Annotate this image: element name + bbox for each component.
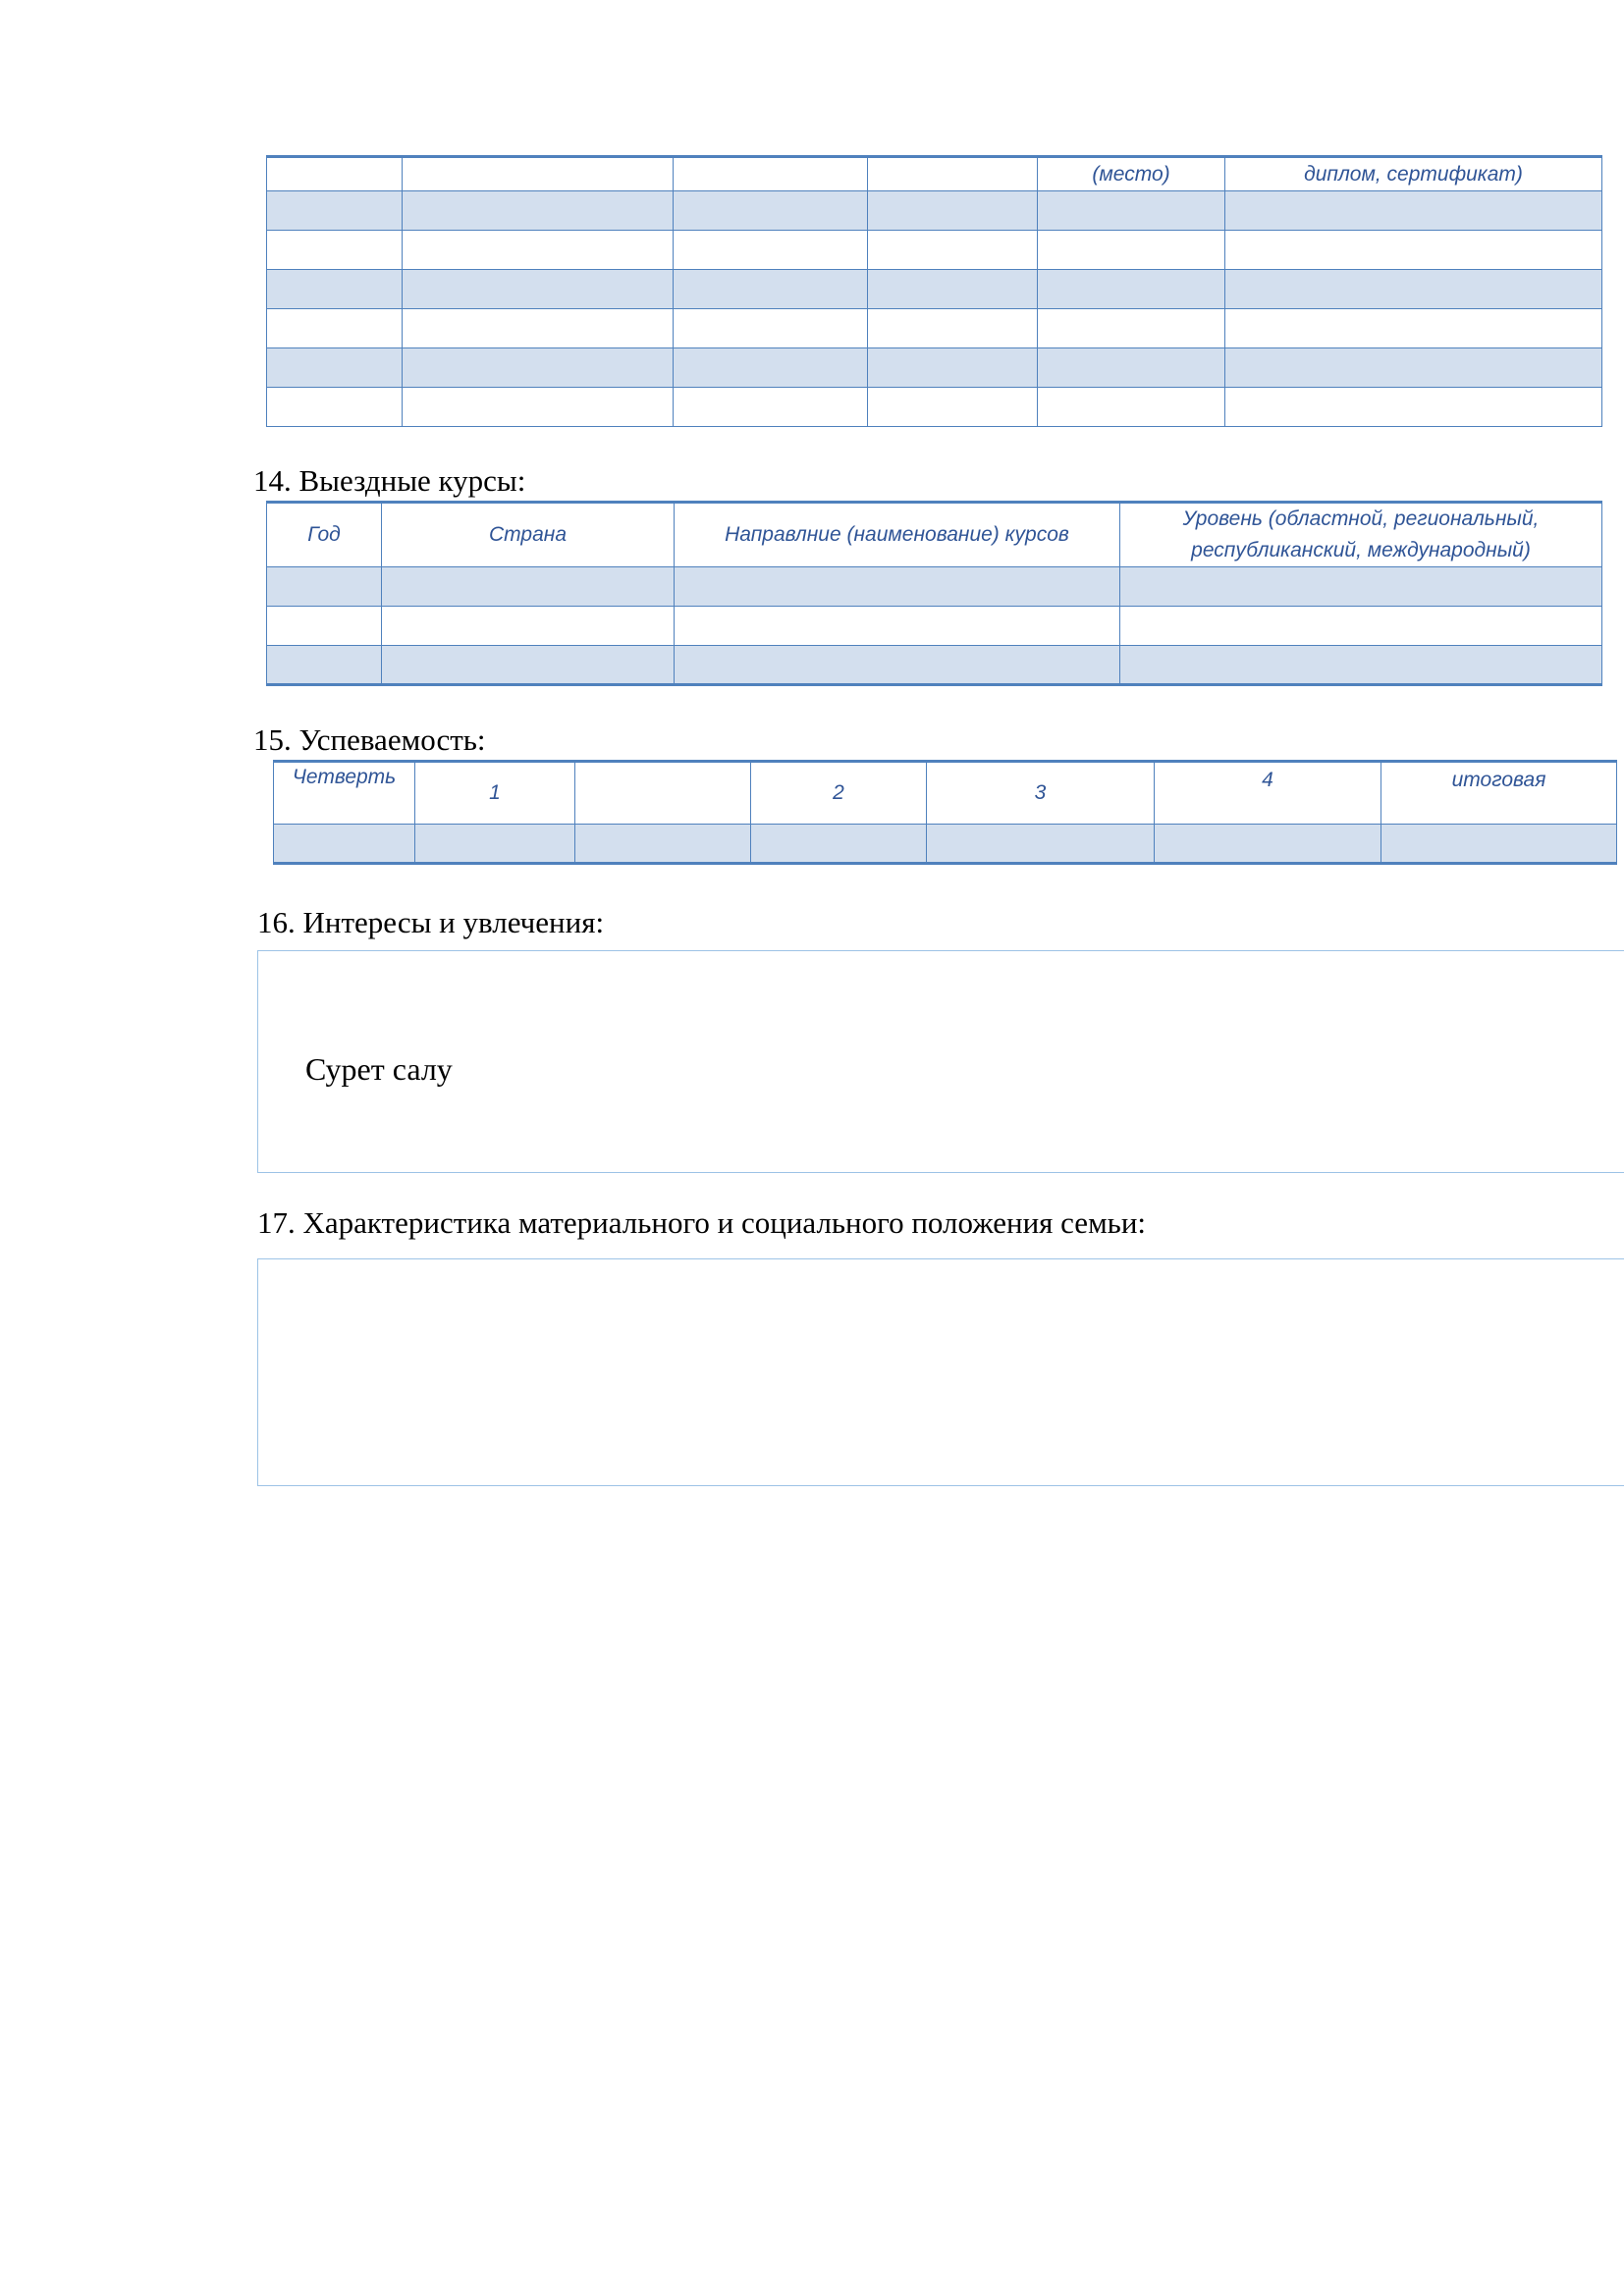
table-cell[interactable] (575, 825, 751, 864)
table-cell[interactable] (382, 607, 675, 646)
table-cell[interactable] (868, 348, 1038, 388)
table-row (267, 607, 1602, 646)
table-cell[interactable] (1038, 309, 1225, 348)
table-cell[interactable] (267, 388, 403, 427)
table-cell[interactable] (927, 825, 1155, 864)
header-cell-country: Страна (382, 503, 675, 567)
table-cell[interactable] (868, 388, 1038, 427)
header-cell: 1 (415, 762, 575, 825)
table-cell[interactable] (1225, 348, 1602, 388)
header-cell-final: итоговая (1381, 762, 1617, 825)
section-16-title: 16. Интересы и увлечения: (257, 905, 605, 939)
table-cell[interactable] (674, 270, 868, 309)
header-cell-level: Уровень (областной, региональный, республиканский, международный) (1120, 503, 1602, 567)
table-cell[interactable] (267, 309, 403, 348)
table-cell[interactable] (403, 388, 674, 427)
table-cell[interactable] (675, 646, 1120, 685)
table-cell[interactable] (382, 646, 675, 685)
header-cell: 4 (1155, 762, 1381, 825)
table-row (267, 270, 1602, 309)
table-cell[interactable] (675, 607, 1120, 646)
table-row (267, 646, 1602, 685)
header-cell (868, 157, 1038, 191)
table-row (267, 348, 1602, 388)
table-cell[interactable] (403, 309, 674, 348)
interests-text: Сурет салу (305, 1051, 453, 1087)
table-cell[interactable] (1038, 388, 1225, 427)
section-15-title: 15. Успеваемость: (253, 722, 486, 757)
header-cell-year: Год (267, 503, 382, 567)
table-row (267, 231, 1602, 270)
table-cell[interactable] (674, 309, 868, 348)
interests-textbox[interactable] (257, 950, 1624, 1173)
table-cell[interactable] (1225, 388, 1602, 427)
table-cell[interactable] (868, 191, 1038, 231)
family-status-textbox[interactable] (257, 1258, 1624, 1486)
table-cell[interactable] (675, 567, 1120, 607)
table-cell[interactable] (403, 191, 674, 231)
header-cell: 3 (927, 762, 1155, 825)
table-row (267, 388, 1602, 427)
table-cell[interactable] (868, 309, 1038, 348)
table-row (267, 309, 1602, 348)
table-cell[interactable] (868, 270, 1038, 309)
grades-table (273, 760, 1617, 865)
header-cell-diploma: диплом, сертификат) (1225, 157, 1602, 191)
header-cell (674, 157, 868, 191)
table-cell[interactable] (674, 231, 868, 270)
header-cell-quarter: Четверть (274, 762, 415, 825)
table-cell[interactable] (1038, 270, 1225, 309)
awards-table (266, 155, 1602, 427)
courses-table (266, 501, 1602, 686)
table-cell[interactable] (674, 348, 868, 388)
table-cell[interactable] (1120, 567, 1602, 607)
table-cell[interactable] (1155, 825, 1381, 864)
table-cell[interactable] (1120, 646, 1602, 685)
table-cell[interactable] (403, 348, 674, 388)
table-cell[interactable] (267, 191, 403, 231)
header-cell (575, 762, 751, 825)
table-row (267, 191, 1602, 231)
table-cell[interactable] (751, 825, 927, 864)
table-cell[interactable] (1038, 191, 1225, 231)
table-cell[interactable] (868, 231, 1038, 270)
header-cell: 2 (751, 762, 927, 825)
table-cell[interactable] (267, 646, 382, 685)
table-cell[interactable] (1038, 348, 1225, 388)
header-cell (403, 157, 674, 191)
table-cell[interactable] (1225, 270, 1602, 309)
table-cell[interactable] (267, 270, 403, 309)
table-cell[interactable] (403, 231, 674, 270)
table-cell[interactable] (382, 567, 675, 607)
table-header-row (267, 503, 1602, 567)
table-cell[interactable] (274, 825, 415, 864)
table-cell[interactable] (1225, 191, 1602, 231)
table-cell[interactable] (267, 607, 382, 646)
table-cell[interactable] (1120, 607, 1602, 646)
table-cell[interactable] (267, 567, 382, 607)
table-row (267, 567, 1602, 607)
table-cell[interactable] (1381, 825, 1617, 864)
header-cell (267, 157, 403, 191)
table-cell[interactable] (674, 191, 868, 231)
header-cell-direction: Направлние (наименование) курсов (675, 503, 1120, 567)
table-header-row (267, 157, 1602, 191)
table-cell[interactable] (674, 388, 868, 427)
table-cell[interactable] (267, 231, 403, 270)
section-17-title: 17. Характеристика материального и социального положения семьи: (257, 1205, 1147, 1240)
table-cell[interactable] (403, 270, 674, 309)
table-cell[interactable] (267, 348, 403, 388)
table-header-row (274, 762, 1617, 825)
table-cell[interactable] (1225, 309, 1602, 348)
table-cell[interactable] (415, 825, 575, 864)
section-14-title: 14. Выездные курсы: (253, 463, 526, 498)
table-row (274, 825, 1617, 864)
table-cell[interactable] (1225, 231, 1602, 270)
table-cell[interactable] (1038, 231, 1225, 270)
header-cell-place: (место) (1038, 157, 1225, 191)
